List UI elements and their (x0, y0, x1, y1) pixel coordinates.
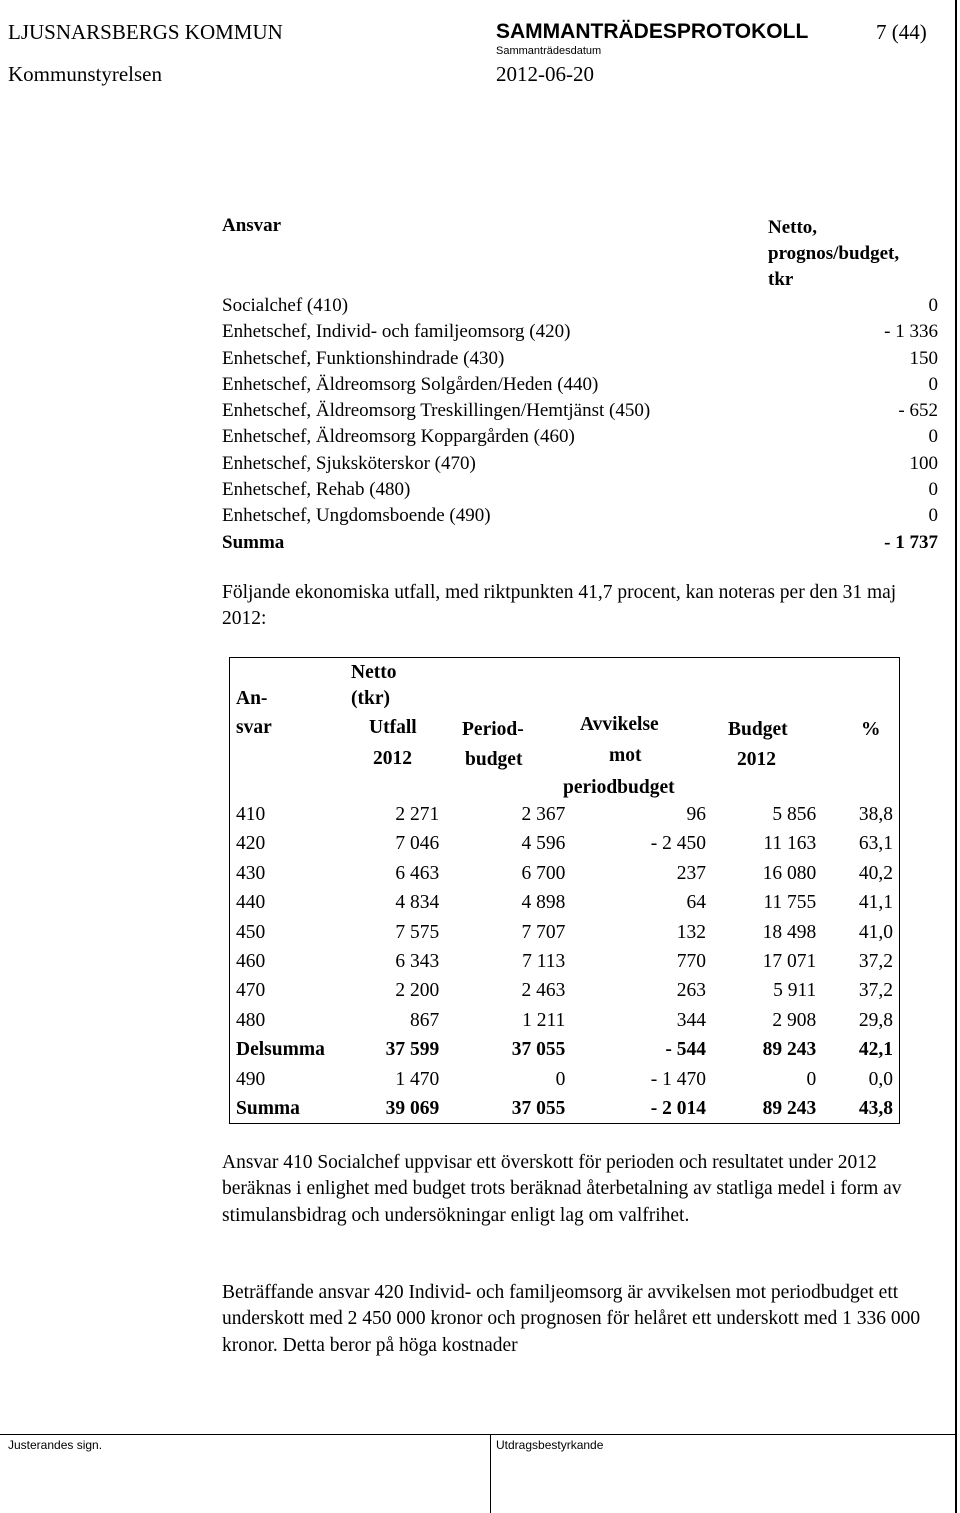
forecast-table-header (222, 215, 938, 293)
forecast-row (222, 372, 938, 398)
outcome-cell-utfall: 7 046 (395, 833, 440, 855)
outcome-cell-period: 7 707 (521, 921, 566, 943)
forecast-row-value: - 652 (898, 400, 938, 422)
forecast-row-label: Enhetschef, Äldreomsorg Koppargården (460) (222, 426, 575, 448)
outcome-cell-pct: 0,0 (822, 1065, 899, 1094)
forecast-row (222, 319, 938, 345)
outcome-cell-period: 2 463 (521, 980, 566, 1002)
outcome-cell-pct: 29,8 (822, 1006, 899, 1035)
outcome-cell-utfall: 4 834 (395, 892, 440, 914)
outcome-cell-ansvar: 430 (230, 859, 348, 888)
outcome-row (230, 829, 900, 858)
outcome-cell-period: 1 211 (522, 1009, 566, 1031)
outcome-row (230, 976, 900, 1005)
outcome-cell-avvik: 96 (686, 804, 707, 825)
outcome-cell-budget: 16 080 (762, 862, 817, 884)
outcome-cell-avvik: - 2 014 (571, 1094, 712, 1124)
outcome-cell-ansvar: Delsumma (230, 1035, 348, 1064)
forecast-row-value: 0 (928, 479, 938, 501)
outcome-cell-budget: 89 243 (762, 1039, 817, 1061)
outcome-cell-pct: 38,8 (822, 800, 899, 829)
forecast-row-label: Enhetschef, Sjuksköterskor (470) (222, 452, 476, 474)
forecast-row-value: 0 (928, 295, 938, 316)
outcome-row (230, 888, 900, 917)
outcome-cell-utfall: 2 200 (395, 980, 440, 1002)
date-label: Sammanträdesdatum (496, 45, 602, 57)
outcome-cell-pct: 41,1 (822, 888, 899, 917)
outcome-cell-utfall: 7 575 (395, 921, 440, 943)
outcome-cell-utfall: 6 343 (395, 951, 440, 973)
outcome-cell-ansvar: 420 (230, 829, 348, 858)
outcome-cell-budget: 0 (806, 1068, 817, 1090)
footer-utdrag: Utdragsbestyrkande (496, 1438, 604, 1452)
outcome-row (230, 1094, 900, 1124)
outcome-cell-ansvar: 470 (230, 976, 348, 1005)
outcome-cell-pct: 42,1 (822, 1035, 899, 1064)
outcome-cell-avvik: - 2 450 (650, 833, 707, 855)
outcome-cell-pct: 37,2 (822, 947, 899, 976)
outcome-cell-period: 2 367 (521, 804, 566, 825)
forecast-row-label: Enhetschef, Äldreomsorg Treskillingen/Hemtjänst (450) (222, 400, 651, 422)
forecast-row (222, 346, 938, 372)
paragraph-ansvar-410: Ansvar 410 Socialchef uppvisar ett överskott för perioden och resultatet under 2012 beräknas i enlighet med budget trots beräknad återbetalning av statliga medel i form av stimulansbidrag och undersökningar enligt lag om valfrihet. (222, 1152, 902, 1226)
outcome-cell-utfall: 39 069 (348, 1094, 446, 1124)
outcome-cell-avvik: 132 (676, 921, 707, 943)
forecast-row (222, 477, 938, 503)
forecast-row (222, 503, 938, 529)
forecast-row (222, 424, 938, 450)
col-ansvar: Ansvar (222, 215, 282, 236)
forecast-row-value: - 1 336 (884, 321, 938, 343)
outcome-cell-budget: 18 498 (762, 921, 817, 943)
outcome-cell-avvik: 770 (676, 951, 707, 973)
paragraph-ansvar-420: Beträffande ansvar 420 Individ- och familjeomsorg är avvikelsen mot periodbudget ett underskott med 2 450 000 kronor och prognosen för helåret ett underskott med 1 336 000 kronor. Detta beror på höga kostnader (222, 1282, 921, 1356)
outcome-cell-ansvar: 440 (230, 888, 348, 917)
intro-text: Följande ekonomiska utfall, med riktpunkten 41,7 procent, kan noteras per den 31 maj 2012: (222, 582, 897, 630)
outcome-cell-budget: 17 071 (762, 951, 817, 973)
outcome-cell-avvik: 263 (676, 980, 707, 1002)
outcome-row (230, 1065, 900, 1094)
outcome-cell-period: 37 055 (511, 1039, 566, 1061)
outcome-cell-utfall: 867 (410, 1009, 440, 1031)
outcome-row (230, 947, 900, 976)
outcome-row (230, 859, 900, 888)
forecast-row-label: Enhetschef, Rehab (480) (222, 479, 411, 501)
forecast-row-value: 100 (909, 452, 938, 474)
forecast-row (222, 398, 938, 424)
forecast-row-value: 0 (928, 426, 938, 448)
forecast-row-label: Enhetschef, Funktionshindrade (430) (222, 347, 505, 369)
col-netto: Netto, prognos/budget, tkr (768, 217, 900, 290)
forecast-row-value: 150 (909, 347, 938, 369)
outcome-table (229, 657, 900, 1124)
outcome-row (230, 1006, 900, 1035)
outcome-table-header: An- svar Netto (tkr) Utfall 2012 Period- budget Avvikelse mot periodbudget Budget 2012 % (236, 662, 881, 798)
forecast-row-value: 0 (928, 373, 938, 395)
municipality-name: LJUSNARSBERGS KOMMUN (8, 20, 283, 44)
outcome-cell-pct: 37,2 (822, 976, 899, 1005)
outcome-cell-period: 0 (555, 1068, 566, 1090)
outcome-cell-utfall: 1 470 (395, 1068, 440, 1090)
forecast-row-label: Enhetschef, Individ- och familjeomsorg (420) (222, 321, 571, 343)
outcome-cell-avvik: 237 (676, 862, 707, 884)
outcome-cell-pct: 43,8 (822, 1094, 899, 1124)
body-name: Kommunstyrelsen (8, 62, 162, 86)
forecast-row-label: Socialchef (410) (222, 295, 349, 316)
footer-column-divider (490, 1434, 491, 1513)
outcome-cell-pct: 63,1 (822, 829, 899, 858)
outcome-cell-period: 6 700 (521, 862, 566, 884)
forecast-row-value: 0 (928, 505, 938, 527)
forecast-row-label: Enhetschef, Äldreomsorg Solgården/Heden (440) (222, 373, 599, 395)
outcome-cell-period: 4 898 (521, 892, 566, 914)
outcome-cell-period: 7 113 (522, 951, 566, 973)
outcome-cell-ansvar: 460 (230, 947, 348, 976)
forecast-row (222, 451, 938, 477)
outcome-cell-budget: 89 243 (712, 1094, 822, 1124)
outcome-cell-avvik: 344 (676, 1009, 707, 1031)
document-type: SAMMANTRÄDESPROTOKOLL (496, 20, 809, 43)
outcome-row (230, 918, 900, 947)
outcome-cell-ansvar: 450 (230, 918, 348, 947)
outcome-cell-avvik: - 544 (665, 1039, 707, 1061)
outcome-cell-utfall: 6 463 (395, 862, 440, 884)
outcome-cell-avvik: - 1 470 (650, 1068, 707, 1090)
outcome-cell-utfall: 2 271 (395, 804, 440, 825)
outcome-cell-utfall: 37 599 (385, 1039, 440, 1061)
page-number: 7 (44) (876, 20, 927, 44)
forecast-row-label: Enhetschef, Ungdomsboende (490) (222, 505, 491, 527)
outcome-cell-budget: 2 908 (772, 1009, 817, 1031)
outcome-cell-period: 37 055 (445, 1094, 571, 1124)
outcome-cell-budget: 11 163 (763, 833, 817, 855)
outcome-cell-budget: 5 911 (773, 980, 817, 1002)
forecast-table (222, 215, 938, 556)
forecast-total-row: Summa - 1 737 (222, 531, 938, 553)
outcome-cell-pct: 40,2 (822, 859, 899, 888)
outcome-cell-ansvar: Summa (230, 1094, 348, 1124)
outcome-cell-period: 4 596 (521, 833, 566, 855)
footer-divider (0, 1434, 957, 1435)
outcome-row (230, 1035, 900, 1064)
outcome-cell-avvik: 64 (686, 892, 707, 914)
forecast-row (222, 293, 938, 319)
outcome-cell-budget: 11 755 (763, 892, 817, 914)
outcome-cell-ansvar: 490 (230, 1065, 348, 1094)
outcome-cell-ansvar: 410 (230, 800, 348, 829)
outcome-row (230, 800, 900, 829)
footer-justering: Justerandes sign. (8, 1438, 103, 1452)
outcome-cell-ansvar: 480 (230, 1006, 348, 1035)
outcome-cell-budget: 5 856 (772, 804, 817, 825)
outcome-cell-pct: 41,0 (822, 918, 899, 947)
meeting-date: 2012-06-20 (496, 62, 594, 86)
